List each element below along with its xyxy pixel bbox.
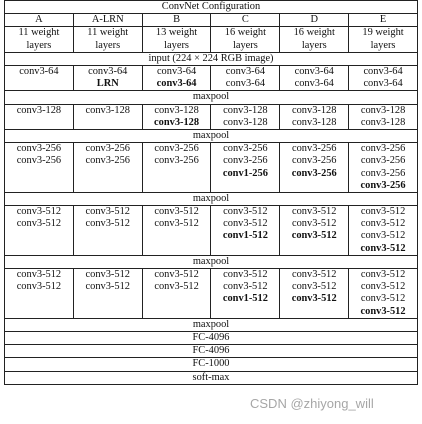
- column-name: D: [280, 14, 349, 27]
- conv-cell: [280, 65, 349, 90]
- layer-name: conv3-128: [223, 104, 268, 116]
- conv-cell: [349, 143, 418, 193]
- depth-line: 19 weight: [362, 27, 404, 39]
- maxpool-layer: maxpool: [5, 318, 418, 331]
- depth-line: 13 weight: [155, 27, 198, 39]
- softmax-layer-row: [5, 371, 418, 384]
- layer-name: conv3-64: [294, 65, 334, 77]
- layer-name: conv3-256: [360, 179, 406, 191]
- column-name: A-LRN: [73, 14, 142, 27]
- conv-cell: [73, 269, 142, 319]
- conv-cell: [280, 269, 349, 319]
- layer-name: conv3-64: [294, 78, 334, 90]
- layer-name: conv3-512: [85, 269, 130, 281]
- fc-layer-row: [5, 345, 418, 358]
- layer-name: conv3-256: [16, 143, 62, 155]
- layer-name: conv3-128: [154, 104, 199, 116]
- layer-name: conv3-64: [225, 78, 266, 90]
- input-layer-row: [5, 52, 418, 65]
- layer-name: conv3-128: [223, 116, 268, 128]
- conv-cell: [142, 65, 211, 90]
- conv-cell: [73, 143, 142, 193]
- layer-name: conv1-512: [222, 230, 268, 242]
- column-depth: [5, 27, 74, 52]
- layer-name: conv3-512: [291, 230, 337, 242]
- layer-name: conv3-512: [223, 281, 268, 293]
- conv-cell: [5, 143, 74, 193]
- layer-name: conv3-512: [360, 269, 406, 281]
- layer-name: conv3-256: [16, 155, 62, 167]
- conv-cell: [142, 104, 211, 129]
- layer-name: conv3-128: [154, 116, 200, 128]
- column-name: C: [211, 14, 280, 27]
- maxpool-layer: maxpool: [5, 255, 418, 268]
- layer-name: conv3-256: [360, 167, 406, 179]
- layer-name: conv3-512: [154, 206, 199, 218]
- layer-name: conv3-512: [16, 269, 62, 281]
- conv-cell: [5, 65, 74, 90]
- table-body: [5, 1, 418, 385]
- conv-cell: [280, 143, 349, 193]
- layer-name: conv3-512: [360, 305, 406, 317]
- conv-block-row: [5, 269, 418, 319]
- layer-name: conv3-64: [363, 65, 403, 77]
- fc-layer: FC-4096: [5, 332, 418, 345]
- layer-name: conv3-256: [360, 155, 406, 167]
- depth-line: layers: [232, 39, 258, 51]
- layer-name: conv3-512: [154, 269, 199, 281]
- maxpool-layer-row: [5, 129, 418, 142]
- fc-layer-row: [5, 358, 418, 371]
- layer-name: conv3-256: [154, 143, 199, 155]
- layer-name: conv3-512: [85, 281, 130, 293]
- conv-cell: [349, 269, 418, 319]
- softmax-layer: soft-max: [5, 371, 418, 384]
- layer-name: conv3-256: [85, 143, 130, 155]
- depth-line: 16 weight: [224, 27, 267, 39]
- depth-line: layers: [164, 39, 189, 51]
- layer-name: conv3-256: [223, 155, 268, 167]
- conv-cell: [349, 65, 418, 90]
- depth-row: [5, 27, 418, 52]
- maxpool-layer: maxpool: [5, 91, 418, 104]
- conv-cell: [349, 104, 418, 129]
- layer-name: conv3-512: [223, 206, 268, 218]
- layer-name: conv3-64: [225, 65, 266, 77]
- conv-cell: [5, 104, 74, 129]
- depth-line: layers: [370, 39, 396, 51]
- conv-cell: [280, 206, 349, 256]
- layer-name: conv3-512: [292, 206, 337, 218]
- maxpool-layer: maxpool: [5, 129, 418, 142]
- layer-name: conv3-512: [360, 218, 406, 230]
- column-depth: [280, 27, 349, 52]
- layer-name: conv3-512: [360, 281, 406, 293]
- layer-name: conv3-512: [360, 242, 406, 254]
- conv-cell: [211, 143, 280, 193]
- layer-name: conv3-512: [16, 218, 62, 230]
- conv-cell: [211, 206, 280, 256]
- conv-cell: [280, 104, 349, 129]
- layer-name: conv3-128: [360, 104, 406, 116]
- conv-cell: [211, 65, 280, 90]
- layer-name: LRN: [96, 78, 119, 90]
- layer-name: conv3-128: [292, 116, 337, 128]
- table-title: ConvNet Configuration: [5, 1, 418, 14]
- maxpool-layer-row: [5, 91, 418, 104]
- layer-name: conv3-256: [360, 143, 406, 155]
- layer-name: conv3-512: [291, 293, 337, 305]
- maxpool-layer-row: [5, 318, 418, 331]
- layer-name: conv3-256: [85, 155, 130, 167]
- layer-name: conv3-512: [360, 293, 406, 305]
- layer-name: conv3-512: [223, 218, 268, 230]
- layer-name: conv3-128: [16, 104, 62, 116]
- layer-name: conv3-256: [292, 155, 337, 167]
- layer-name: conv3-512: [292, 218, 337, 230]
- layer-name: conv3-64: [363, 78, 403, 90]
- conv-cell: [73, 65, 142, 90]
- conv-cell: [73, 206, 142, 256]
- layer-name: conv3-512: [292, 281, 337, 293]
- layer-name: conv3-512: [16, 281, 62, 293]
- depth-line: 11 weight: [87, 27, 129, 39]
- fc-layer-row: [5, 332, 418, 345]
- layer-name: conv3-128: [85, 104, 130, 116]
- depth-line: layers: [26, 39, 52, 51]
- layer-name: conv3-512: [223, 269, 268, 281]
- depth-line: 11 weight: [18, 27, 60, 39]
- layer-name: conv3-64: [19, 65, 59, 77]
- column-depth: [73, 27, 142, 52]
- layer-name: conv3-512: [292, 269, 337, 281]
- column-name: E: [349, 14, 418, 27]
- column-depth: [349, 27, 418, 52]
- layer-name: conv3-512: [85, 218, 130, 230]
- convnet-configuration-table: [4, 0, 418, 385]
- conv-block-row: [5, 65, 418, 90]
- depth-line: layers: [301, 39, 327, 51]
- layer-name: conv3-128: [292, 104, 337, 116]
- layer-name: conv1-256: [222, 167, 268, 179]
- conv-cell: [211, 104, 280, 129]
- fc-layer: FC-1000: [5, 358, 418, 371]
- conv-cell: [349, 206, 418, 256]
- layer-name: conv3-512: [360, 206, 406, 218]
- title-row: [5, 1, 418, 14]
- conv-block-row: [5, 206, 418, 256]
- column-name-row: [5, 14, 418, 27]
- layer-name: conv3-256: [154, 155, 199, 167]
- fc-layer: FC-4096: [5, 345, 418, 358]
- conv-cell: [73, 104, 142, 129]
- input-layer: input (224 × 224 RGB image): [5, 52, 418, 65]
- maxpool-layer: maxpool: [5, 192, 418, 205]
- layer-name: conv3-512: [154, 281, 199, 293]
- layer-name: conv3-512: [16, 206, 62, 218]
- maxpool-layer-row: [5, 255, 418, 268]
- column-depth: [142, 27, 211, 52]
- depth-line: 16 weight: [293, 27, 335, 39]
- layer-name: conv3-512: [360, 230, 406, 242]
- layer-name: conv3-64: [156, 65, 197, 77]
- conv-cell: [142, 269, 211, 319]
- column-depth: [211, 27, 280, 52]
- layer-name: conv3-256: [223, 143, 268, 155]
- layer-name: conv3-512: [85, 206, 130, 218]
- layer-name: conv3-256: [292, 143, 337, 155]
- conv-block-row: [5, 104, 418, 129]
- maxpool-layer-row: [5, 192, 418, 205]
- conv-cell: [142, 143, 211, 193]
- conv-cell: [5, 269, 74, 319]
- layer-name: conv3-64: [88, 65, 128, 77]
- layer-name: conv3-256: [291, 167, 337, 179]
- layer-name: conv3-128: [360, 116, 406, 128]
- layer-name: conv3-64: [156, 78, 197, 90]
- conv-block-row: [5, 143, 418, 193]
- column-name: B: [142, 14, 211, 27]
- watermark: CSDN @zhiyong_will: [250, 396, 374, 411]
- conv-cell: [142, 206, 211, 256]
- conv-cell: [211, 269, 280, 319]
- depth-line: layers: [95, 39, 121, 51]
- layer-name: conv1-512: [222, 293, 268, 305]
- conv-cell: [5, 206, 74, 256]
- layer-name: conv3-512: [154, 218, 199, 230]
- column-name: A: [5, 14, 74, 27]
